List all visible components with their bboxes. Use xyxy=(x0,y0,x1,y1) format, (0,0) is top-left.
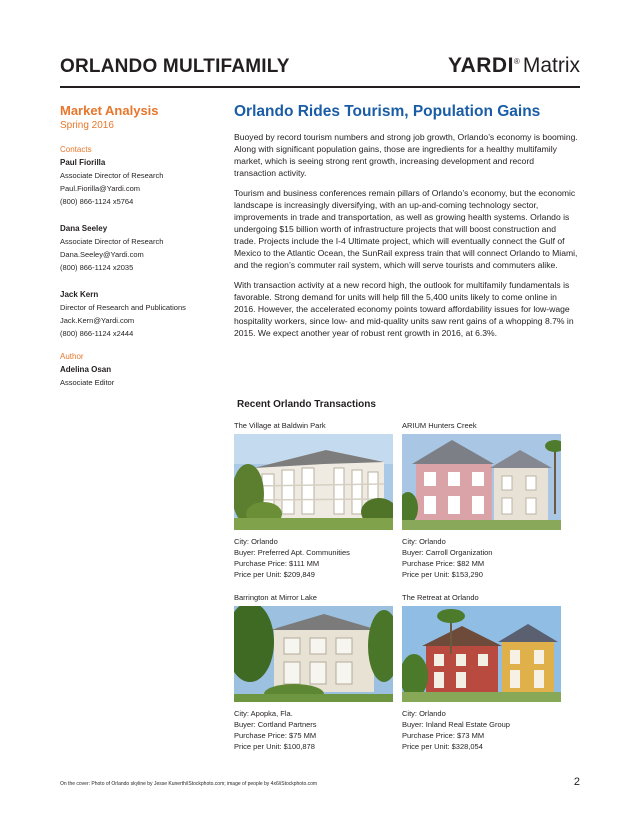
property-price: Purchase Price: $75 MM xyxy=(234,731,317,740)
property-city: City: Orlando xyxy=(234,537,278,546)
article-paragraph: With transaction activity at a new record high, the outlook for multifamily fundamentals is favorable. Strong demand for units will help fill the 5,400 units likely to come online in 2016. However, the accelerated economy points toward affordability issues for low-wage hospitality workers, since low- and mid-quality units saw rent gains of a whopping 8.7% in 2015. We expect another year of robust rent growth in 2016, at 6.3%. xyxy=(234,280,574,338)
property-photo xyxy=(234,434,393,530)
contact-card xyxy=(60,290,225,338)
property-price-per-unit: Price per Unit: $328,054 xyxy=(402,742,483,751)
transaction-card xyxy=(234,421,394,580)
property-name: The Village at Baldwin Park xyxy=(234,421,326,430)
transaction-details xyxy=(234,708,394,752)
contacts-label: Contacts xyxy=(60,145,92,154)
property-buyer: Buyer: Preferred Apt. Communities xyxy=(234,548,350,557)
property-price-per-unit: Price per Unit: $153,290 xyxy=(402,570,483,579)
yardi-matrix-logo xyxy=(448,54,580,78)
contact-phone: (800) 866-1124 x2035 xyxy=(60,263,134,272)
contact-role: Associate Director of Research xyxy=(60,237,164,246)
brand-suffix: Matrix xyxy=(522,54,580,77)
contact-name: Jack Kern xyxy=(60,290,99,299)
transaction-card xyxy=(402,421,562,580)
contact-card xyxy=(60,224,225,272)
article xyxy=(234,103,578,347)
photo-credit: On the cover: Photo of Orlando skyline by Jesse Kunerth/iStockphoto.com; image of people by 4x6/iStockphoto.com xyxy=(60,781,318,787)
contact-role: Associate Director of Research xyxy=(60,171,164,180)
sidebar xyxy=(60,103,225,387)
article-title: Orlando Rides Tourism, Population Gains xyxy=(234,103,541,120)
property-price: Purchase Price: $73 MM xyxy=(402,731,485,740)
property-price: Purchase Price: $82 MM xyxy=(402,559,485,568)
sidebar-title: Market Analysis xyxy=(60,103,159,118)
contact-phone: (800) 866-1124 x5764 xyxy=(60,197,134,206)
sidebar-subtitle: Spring 2016 xyxy=(60,120,114,131)
brand-name: YARDI xyxy=(448,54,514,77)
property-buyer: Buyer: Carroll Organization xyxy=(402,548,493,557)
registered-mark: ® xyxy=(513,57,520,66)
transaction-details xyxy=(402,708,562,752)
property-name: Barrington at Mirror Lake xyxy=(234,593,317,602)
header-divider xyxy=(60,86,580,88)
author-label: Author xyxy=(60,352,84,361)
contact-name: Paul Fiorilla xyxy=(60,158,106,167)
contact-phone: (800) 866-1124 x2444 xyxy=(60,329,134,338)
transaction-details xyxy=(402,536,562,580)
property-photo xyxy=(234,606,393,702)
transactions-title: Recent Orlando Transactions xyxy=(237,399,376,410)
contact-email[interactable]: Jack.Kern@Yardi.com xyxy=(60,316,135,325)
property-name: ARIUM Hunters Creek xyxy=(402,421,477,430)
article-paragraph: Buoyed by record tourism numbers and strong job growth, Orlando’s economy is booming. Along with significant population gains, those are ingredients for a healthy multifamily market, which is seeing strong rent growth, increasing development and record transaction activity. xyxy=(234,132,578,178)
author-name: Adelina Osan xyxy=(60,365,112,374)
article-paragraph: Tourism and business conferences remain pillars of Orlando’s economy, but the economic landscape is increasingly diversifying, with an up-and-coming technology sector, improvements in trade and transportation, as well as growing health systems. Orlando is undergoing $15 billion worth of infrastructure projects that will boost construction and trade. Projects include the I-4 Ultimate project, which will eventually connect the Gulf of Mexico to the Atlantic Ocean, the SunRail express train that will connect Orlando to Miami, and the region’s commuter rail system, which will serve tourists and commuters alike. xyxy=(234,188,578,270)
report-title: ORLANDO MULTIFAMILY xyxy=(60,56,290,77)
transaction-card xyxy=(234,593,394,752)
author-role: Associate Editor xyxy=(60,378,115,387)
property-city: City: Orlando xyxy=(402,537,446,546)
page-number: 2 xyxy=(573,776,580,788)
contact-email[interactable]: Paul.Fiorilla@Yardi.com xyxy=(60,184,140,193)
contact-role: Director of Research and Publications xyxy=(60,303,186,312)
property-name: The Retreat at Orlando xyxy=(402,593,479,602)
property-buyer: Buyer: Cortland Partners xyxy=(234,720,317,729)
transaction-card xyxy=(402,593,562,752)
contact-card xyxy=(60,158,225,206)
transaction-details xyxy=(234,536,394,580)
property-price-per-unit: Price per Unit: $209,849 xyxy=(234,570,315,579)
property-photo xyxy=(402,434,561,530)
property-price: Purchase Price: $111 MM xyxy=(234,559,320,568)
contact-email[interactable]: Dana.Seeley@Yardi.com xyxy=(60,250,144,259)
property-photo xyxy=(402,606,561,702)
property-city: City: Apopka, Fla. xyxy=(234,709,293,718)
property-city: City: Orlando xyxy=(402,709,446,718)
contact-name: Dana Seeley xyxy=(60,224,108,233)
property-price-per-unit: Price per Unit: $100,878 xyxy=(234,742,315,751)
property-buyer: Buyer: Inland Real Estate Group xyxy=(402,720,510,729)
